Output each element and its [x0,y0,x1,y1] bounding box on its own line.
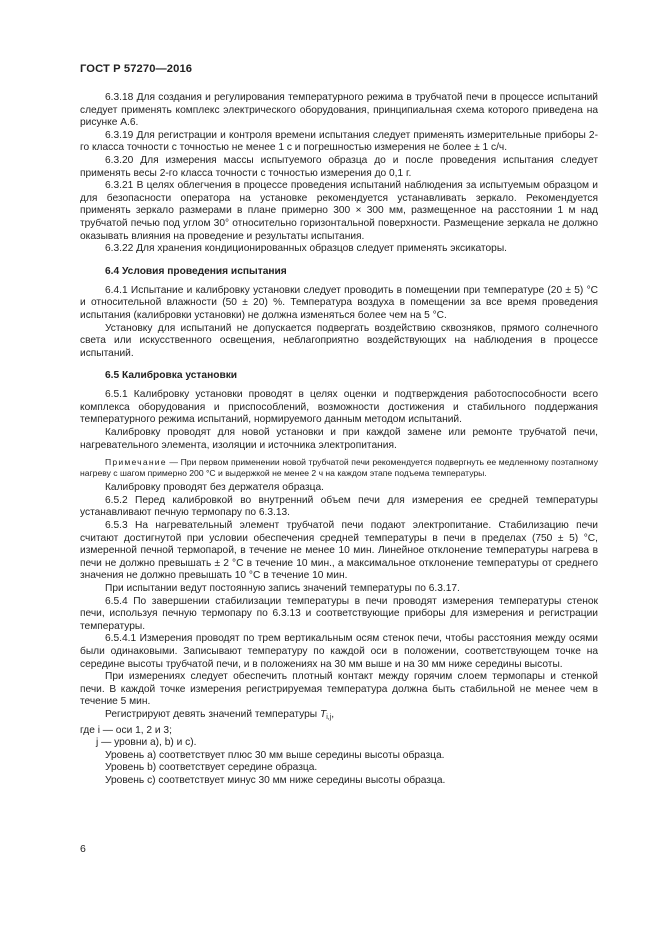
paragraph-nine-values: Регистрируют девять значений температуры $T_{i,j}$, [105,708,335,721]
document-body [80,92,598,788]
note-label: Примечание [105,457,167,468]
paragraph-drafts: Установку для испытаний не допускается подвергать воздействию сквозняков, прямого солнечного света или искусственного освещения, неблагоприятно воздействующих на наблюдения в процессе испытаний. [80,322,598,359]
paragraph-6-5-1: 6.5.1 Калибровку установки проводят в целях оценки и подтверждения работоспособности всего комплекса оборудования и приспособлений, возможности достижения и стабильного поддержания температурного режима испытаний, нормируемого данным методом испытаний. [80,389,598,426]
paragraph-6-3-18: 6.3.18 Для создания и регулирования температурного режима в трубчатой печи в процессе испытаний следует применять комплекс электрического оборудования, принципиальная схема которого приведена на рисунке А.6. [80,92,598,129]
paragraph-6-3-19: 6.3.19 Для регистрации и контроля времени испытания следует применять измерительные приборы 2-го класса точности с точностью не менее 1 с и погрешностью измерения не более ± 1 с/ч. [80,129,598,154]
temperature-variable: T [319,708,327,720]
paragraph-6-5-4-1: 6.5.4.1 Измерения проводят по трем вертикальным осям стенок печи, чтобы расстояния между осями были одинаковыми. Записывают температуру по каждой оси в положении, соответствующем точке на середине высоты трубчатой печи, и в положениях на 30 мм выше и на 30 мм ниже середины высоты. [80,633,598,670]
paragraph-6-5-2: 6.5.2 Перед калибровкой во внутренний объем печи для измерения ее средней температуры устанавливают печную термопару по 6.3.13. [80,494,598,519]
where-levels: j — уровни a), b) и c). [96,737,197,749]
paragraph-6-4-1: 6.4.1 Испытание и калибровку установки следует проводить в помещении при температуре (20 ± 5) °С и относительной влажности (50 ± 20) %. Температура воздуха в помещении за все время проведения испытания (калибровки установки) не должна изменяться более чем на 5 °С. [80,284,598,321]
paragraph-6-3-21: 6.3.21 В целях облегчения в процессе проведения испытаний наблюдения за испытуемым образцом и для безопасности оператора на установке рекомендуется устанавливать зеркало. Рекомендуется применять зеркало размерами в плане примерно 300 × 300 мм, размещенное на расстоянии 1 м над трубчатой печью под углом 30° относительно горизонтальной поверхности. Размещение зеркала не должно оказывать влияния на проведение и результаты испытания. [80,180,598,242]
paragraph-contact: При измерениях следует обеспечить плотный контакт между горячим слоем термопары и стенкой печи. В каждой точке измерения регистрируемая температура должна быть стабильной не менее чем в течение 5 мин. [80,671,598,708]
where-axes: где i — оси 1, 2 и 3; [80,724,172,736]
section-heading-6-5: 6.5 Калибровка установки [105,370,238,382]
paragraph-6-5-3: 6.5.3 На нагревательный элемент трубчатой печи подают электропитание. Стабилизацию печи считают достигнутой при условии обеспечения средней температуры в печи в пределах (750 ± 5) °С, измеренной печной термопарой, в течение не менее 10 мин. Линейное отклонение температуры нагрева в печи не должно превышать ± 2 °С в течение 10 мин., а максимальное отклонение температуры от среднего значения не должно превышать 10 °С в течение 10 мин. [80,520,598,582]
note-text: — При первом применении новой трубчатой печи рекомендуется подвергнуть ее медленному поэтапному нагреву с шагом примерно 200 °С и выдержкой не менее 2 ч на каждом этапе подъема температуры. [80,457,598,479]
temperature-subscript: i,j [326,713,332,721]
level-b: Уровень b) соответствует середине образца. [105,762,318,774]
paragraph-6-3-20: 6.3.20 Для измерения массы испытуемого образца до и после проведения испытания следует применять весы 2-го класса точности с точностью измерения до 0,1 г. [80,154,598,179]
paragraph-calibration-when: Калибровку проводят для новой установки и при каждой замене или ремонте трубчатой печи, нагревательного элемента, изоляции и источника электропитания. [80,427,598,451]
section-heading-6-4: 6.4 Условия проведения испытания [105,265,287,277]
level-a: Уровень a) соответствует плюс 30 мм выше середины высоты образца. [105,749,445,761]
paragraph-no-holder: Калибровку проводят без держателя образца. [105,482,324,494]
page-number: 6 [80,843,86,855]
paragraph-6-5-4: 6.5.4 По завершении стабилизации температуры в печи проводят измерения температуры стенок печи, используя печную термопару по 6.3.13 и соответствующие приборы для измерения и регистрации температуры. [80,595,598,632]
note [80,457,598,479]
paragraph-recording: При испытании ведут постоянную запись значений температуры по 6.3.17. [105,583,460,594]
paragraph-6-3-22: 6.3.22 Для хранения кондиционированных образцов следует применять эксикаторы. [105,243,507,255]
level-c: Уровень c) соответствует минус 30 мм ниже середины высоты образца. [105,774,446,786]
document-header: ГОСТ Р 57270—2016 [80,63,193,75]
